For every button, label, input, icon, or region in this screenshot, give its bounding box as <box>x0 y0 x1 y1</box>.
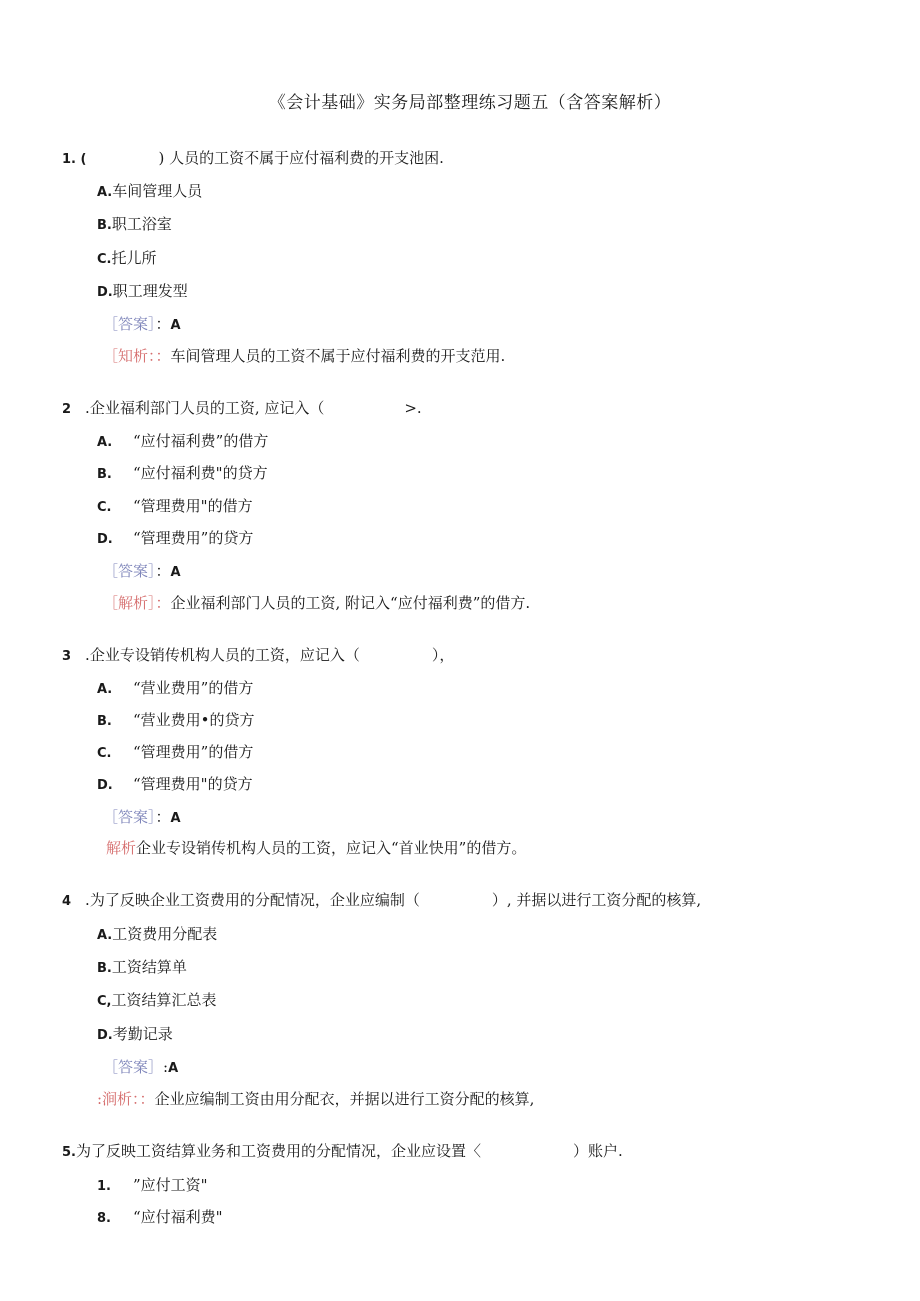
option <box>97 742 253 764</box>
option-key: C. <box>97 500 112 515</box>
option-text: 考勤记录 <box>112 1025 173 1043</box>
answer-tag: ［答案］ <box>103 808 156 826</box>
option-key: B. <box>97 714 112 729</box>
explanation-text: 车间管理人员的工资不属于应付福利费的开支范用. <box>170 347 506 365</box>
question-number: 3 <box>62 649 72 664</box>
option-text: 车间管理人员 <box>112 182 203 200</box>
option-text: “应付福利费" <box>133 1208 223 1226</box>
option-text: “应付福利费”的借方 <box>133 432 269 450</box>
option-text: 工资结算单 <box>111 958 187 976</box>
question-number: 2 <box>62 402 72 417</box>
option-key: 8. <box>97 1211 111 1226</box>
question-3 <box>62 645 454 667</box>
option-key: B. <box>97 961 112 976</box>
option-key: 1. <box>97 1179 111 1194</box>
explanation-line <box>103 346 505 366</box>
option-text: “管理费用”的贷方 <box>133 529 254 547</box>
option-text: 工资结算汇总表 <box>111 991 217 1009</box>
option <box>97 990 217 1012</box>
question-stem-end: ）账户. <box>573 1142 623 1160</box>
option <box>97 431 268 453</box>
option-key: B. <box>97 218 112 233</box>
answer-tag: ［答案］ <box>103 562 156 580</box>
option-key: A. <box>97 435 113 450</box>
option-text: ”应付工资" <box>133 1176 208 1194</box>
option-text: “管理费用”的借方 <box>133 743 254 761</box>
question-stem: 为了反映工资结算业务和工资费用的分配情况，企业应设置〈 <box>75 1142 481 1160</box>
option-text: “管理费用"的贷方 <box>133 775 253 793</box>
option <box>97 774 253 796</box>
option <box>97 496 253 518</box>
option <box>97 678 253 700</box>
option <box>97 248 157 270</box>
option-text: 职工浴室 <box>111 215 172 233</box>
option <box>97 1024 173 1046</box>
option-text: “营业费用•的贷方 <box>133 711 255 729</box>
page-title: 《会计基础》实务局部整理练习题五（含答案解析） <box>268 93 672 113</box>
option-text: 托儿所 <box>111 249 157 267</box>
option <box>97 463 268 485</box>
question-1 <box>62 148 444 170</box>
answer-separator: ： <box>155 562 171 580</box>
question-stem: .企业专设销传机构人员的工资，应记入（ <box>85 646 360 664</box>
option-key: A. <box>97 185 113 200</box>
answer-tag: ［答案］ <box>103 1058 164 1076</box>
question-stem-end: ）， <box>431 646 455 664</box>
option <box>97 181 202 203</box>
explanation-tag: ［解析］： <box>103 594 171 612</box>
answer-separator: ： <box>155 315 171 333</box>
explanation-text: 企业福利部门人员的工资, 附记入“应付福利费”的借方. <box>170 594 531 612</box>
answer-value: A <box>170 318 181 333</box>
question-number: 4 <box>62 894 72 909</box>
option <box>97 924 217 946</box>
option-key: D. <box>97 285 113 300</box>
answer-line <box>103 807 181 829</box>
answer-line <box>103 561 181 583</box>
question-stem: .为了反映企业工资费用的分配情况，企业应编制（ <box>85 891 420 909</box>
option-key: A. <box>97 682 113 697</box>
answer-separator: ： <box>155 808 171 826</box>
option-key: B. <box>97 467 112 482</box>
explanation-tag: :涧析：： <box>97 1090 155 1108</box>
option <box>97 710 255 732</box>
explanation-tag: 解析 <box>106 839 137 857</box>
explanation-text: 企业专设销传机构人员的工资，应记入“首业快用”的借方。 <box>136 839 527 857</box>
option-text: “应付福利费"的贷方 <box>133 464 268 482</box>
option <box>97 214 172 236</box>
explanation-text: 企业应编制工资由用分配衣，并据以进行工资分配的核算, <box>154 1090 535 1108</box>
option <box>97 1175 208 1197</box>
answer-value: A <box>168 1061 179 1076</box>
question-5 <box>62 1141 623 1163</box>
answer-value: A <box>170 565 181 580</box>
option-key: C. <box>97 252 112 267</box>
option-text: 职工理发型 <box>112 282 188 300</box>
question-stem-end: ）, 并据以进行工资分配的核算, <box>491 891 702 909</box>
explanation-line <box>106 838 526 858</box>
option-text: “营业费用”的借方 <box>133 679 254 697</box>
option-text: “管理费用"的借方 <box>133 497 253 515</box>
question-number: 1. ( <box>62 152 87 167</box>
option-key: C. <box>97 746 112 761</box>
option <box>97 1207 223 1229</box>
option <box>97 528 253 550</box>
explanation-line <box>97 1089 534 1109</box>
question-4 <box>62 890 701 912</box>
option-key: D. <box>97 1028 113 1043</box>
option <box>97 957 187 979</box>
question-stem: ) 人员的工资不属于应付福利费的开支池困. <box>158 149 444 167</box>
answer-separator: : <box>163 1058 169 1076</box>
option-key: A. <box>97 928 113 943</box>
question-number: 5. <box>62 1145 76 1160</box>
question-stem-end: >. <box>404 399 422 417</box>
question-stem: .企业福利部门人员的工资, 应记入（ <box>85 399 325 417</box>
option-key: D. <box>97 532 113 547</box>
explanation-line <box>103 593 530 613</box>
explanation-tag: ［知析：： <box>103 347 171 365</box>
answer-line <box>103 1057 178 1079</box>
question-2 <box>62 398 422 420</box>
answer-value: A <box>170 811 181 826</box>
option <box>97 281 188 303</box>
answer-line <box>103 314 181 336</box>
option-key: D. <box>97 778 113 793</box>
option-key: C, <box>97 994 112 1009</box>
answer-tag: ［答案］ <box>103 315 156 333</box>
option-text: 工资费用分配表 <box>112 925 218 943</box>
